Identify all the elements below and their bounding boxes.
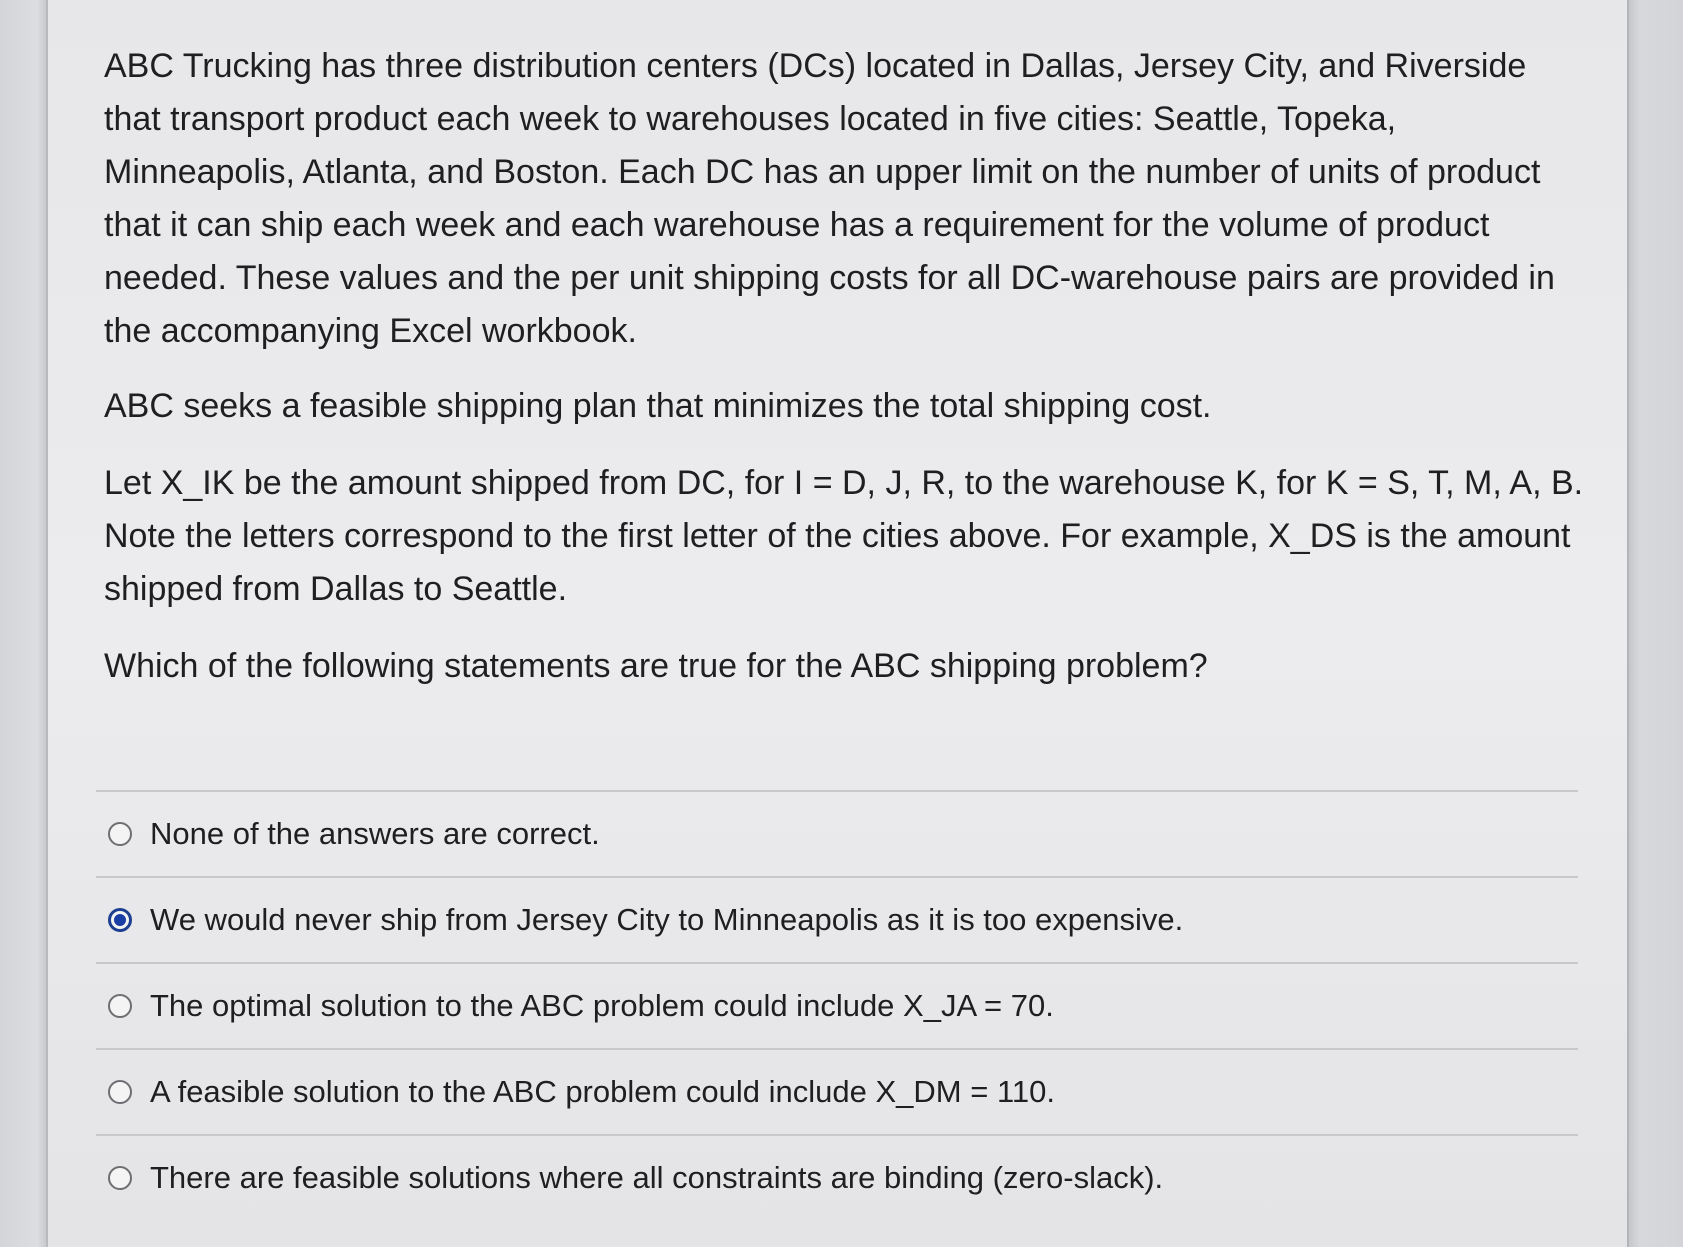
page-edge-right <box>1627 0 1683 1247</box>
question-paragraph-variables: Let X_IK be the amount shipped from DC, for I = D, J, R, to the warehouse K, for K = S, T, M, A, B. Note the letters correspond to the first letter of the cities above. For example, X_DS is the amount shipped from Dallas to Seattle. <box>104 464 1584 608</box>
answer-option-label: None of the answers are correct. <box>150 816 600 851</box>
question-paragraph-objective: ABC seeks a feasible shipping plan that minimizes the total shipping cost. <box>104 387 1212 425</box>
answer-option[interactable] <box>96 964 1578 1048</box>
radio-button[interactable] <box>108 1080 132 1104</box>
answer-option-label: There are feasible solutions where all constraints are binding (zero-slack). <box>150 1160 1164 1195</box>
answer-option-label: The optimal solution to the ABC problem could include X_JA = 70. <box>150 988 1054 1023</box>
answer-options <box>96 790 1578 1220</box>
radio-button-selected[interactable] <box>108 908 132 932</box>
answer-option[interactable] <box>96 878 1578 962</box>
answer-option[interactable] <box>96 1050 1578 1134</box>
question-text <box>104 40 1584 717</box>
radio-button[interactable] <box>108 1166 132 1190</box>
radio-button[interactable] <box>108 994 132 1018</box>
answer-option-label: A feasible solution to the ABC problem could include X_DM = 110. <box>150 1074 1055 1109</box>
question-paragraph-intro: ABC Trucking has three distribution centers (DCs) located in Dallas, Jersey City, and Riverside that transport product each week to warehouses located in five cities: Seattle, Topeka, Minneapolis, Atlanta, and Boston. Each DC has an upper limit on the number of units of product that it can ship each week and each warehouse has a requirement for the volume of product needed. These values and the per unit shipping costs for all DC-warehouse pairs are provided in the accompanying Excel workbook. <box>104 47 1555 350</box>
radio-button[interactable] <box>108 822 132 846</box>
question-prompt: Which of the following statements are true for the ABC shipping problem? <box>104 647 1208 685</box>
page-edge-left <box>0 0 48 1247</box>
answer-option[interactable] <box>96 792 1578 876</box>
answer-option-label: We would never ship from Jersey City to Minneapolis as it is too expensive. <box>150 902 1184 937</box>
answer-option[interactable] <box>96 1136 1578 1220</box>
